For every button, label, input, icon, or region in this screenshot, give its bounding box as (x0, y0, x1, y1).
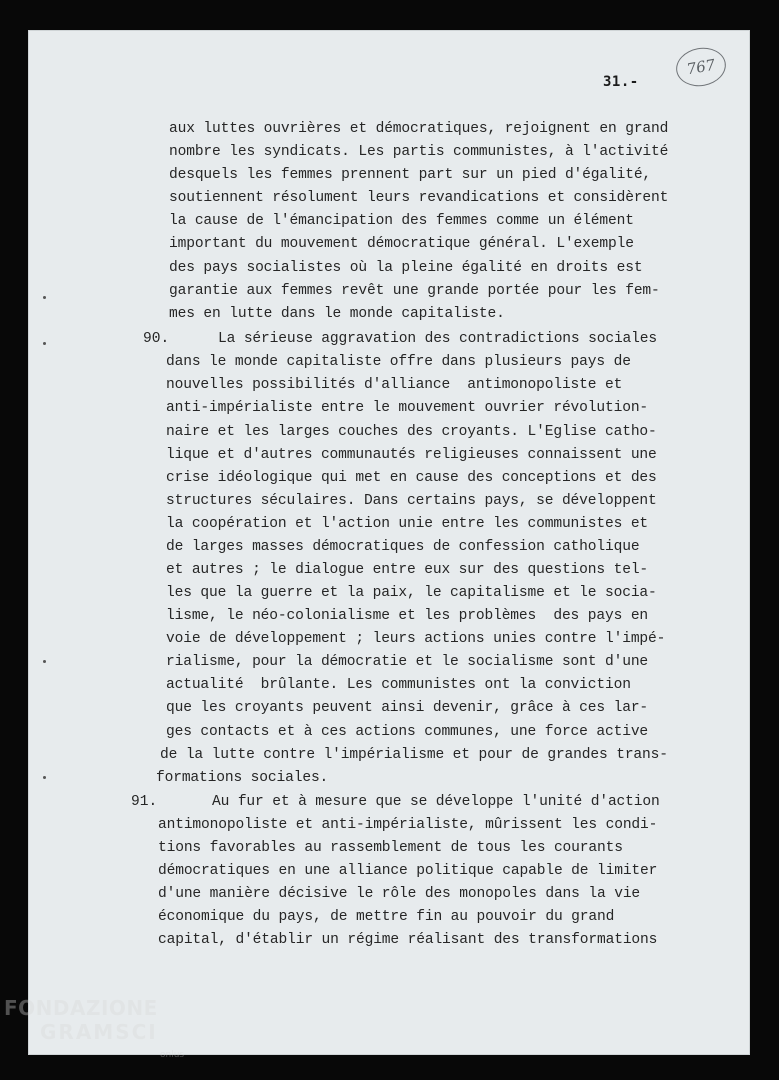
text-line: la coopération et l'action unie entre les communistes et (166, 516, 649, 532)
text-line: démocratiques en une alliance politique capable de limiter (158, 863, 658, 879)
text-line: antimonopoliste et anti-impérialiste, mûrissent les condi- (158, 817, 658, 833)
text-line: Au fur et à mesure que se développe l'unité d'action (212, 794, 660, 810)
text-line: la cause de l'émancipation des femmes comme un élément (169, 213, 634, 229)
text-line: lique et d'autres communautés religieuses connaissent une (166, 447, 657, 463)
text-line: de larges masses démocratiques de confession catholique (166, 539, 640, 555)
text-line: aux luttes ouvrières et démocratiques, rejoignent en grand (169, 121, 669, 137)
text-line: d'une manière décisive le rôle des monopoles dans la vie (158, 886, 641, 902)
text-line: de la lutte contre l'impérialisme et pour de grandes trans- (160, 747, 668, 763)
text-line: structures séculaires. Dans certains pays, se développent (166, 493, 657, 509)
text-line: ges contacts et à ces actions communes, une force active (166, 724, 649, 740)
watermark-text: FONDAZIONE (4, 996, 158, 1020)
text-line: desquels les femmes prennent part sur un pied d'égalité, (169, 167, 652, 183)
page-number: 31.- (603, 74, 639, 90)
text-line: formations sociales. (156, 770, 329, 786)
archive-stamp-number: 767 (673, 44, 729, 90)
text-line: nombre les syndicats. Les partis communistes, à l'activité (169, 144, 669, 160)
text-line: garantie aux femmes revêt une grande portée pour les fem- (169, 283, 660, 299)
text-line: les que la guerre et la paix, le capitalisme et le socia- (166, 585, 657, 601)
text-line: nouvelles possibilités d'alliance antimonopoliste et (166, 377, 623, 393)
watermark-text: GRAMSCI (40, 1020, 158, 1044)
text-line: voie de développement ; leurs actions unies contre l'impé- (166, 631, 666, 647)
text-line: important du mouvement démocratique général. L'exemple (169, 236, 634, 252)
text-line: actualité brûlante. Les communistes ont la conviction (166, 677, 631, 693)
text-line: lisme, le néo-colonialisme et les problèmes des pays en (166, 608, 649, 624)
margin-mark (43, 776, 46, 779)
text-line: La sérieuse aggravation des contradictions sociales (218, 331, 657, 347)
margin-mark (43, 342, 46, 345)
margin-mark (43, 660, 46, 663)
text-line: soutiennent résolument leurs revandications et considèrent (169, 190, 669, 206)
text-line: économique du pays, de mettre fin au pouvoir du grand (158, 909, 615, 925)
margin-mark (43, 296, 46, 299)
text-line: des pays socialistes où la pleine égalité en droits est (169, 260, 643, 276)
text-line: tions favorables au rassemblement de tous les courants (158, 840, 623, 856)
watermark-text: onlus (160, 1050, 185, 1060)
text-line: rialisme, pour la démocratie et le socialisme sont d'une (166, 654, 649, 670)
archive-watermark (0, 990, 200, 1070)
paragraph-number: 90. (143, 331, 170, 347)
text-line: capital, d'établir un régime réalisant des transformations (158, 932, 658, 948)
text-line: mes en lutte dans le monde capitaliste. (169, 306, 505, 322)
text-line: anti-impérialiste entre le mouvement ouvrier révolution- (166, 400, 649, 416)
paragraph-number: 91. (131, 794, 158, 810)
text-line: dans le monde capitaliste offre dans plusieurs pays de (166, 354, 631, 370)
text-line: que les croyants peuvent ainsi devenir, grâce à ces lar- (166, 700, 649, 716)
text-line: naire et les larges couches des croyants. L'Eglise catho- (166, 424, 657, 440)
text-line: crise idéologique qui met en cause des conceptions et des (166, 470, 657, 486)
text-line: et autres ; le dialogue entre eux sur des questions tel- (166, 562, 649, 578)
